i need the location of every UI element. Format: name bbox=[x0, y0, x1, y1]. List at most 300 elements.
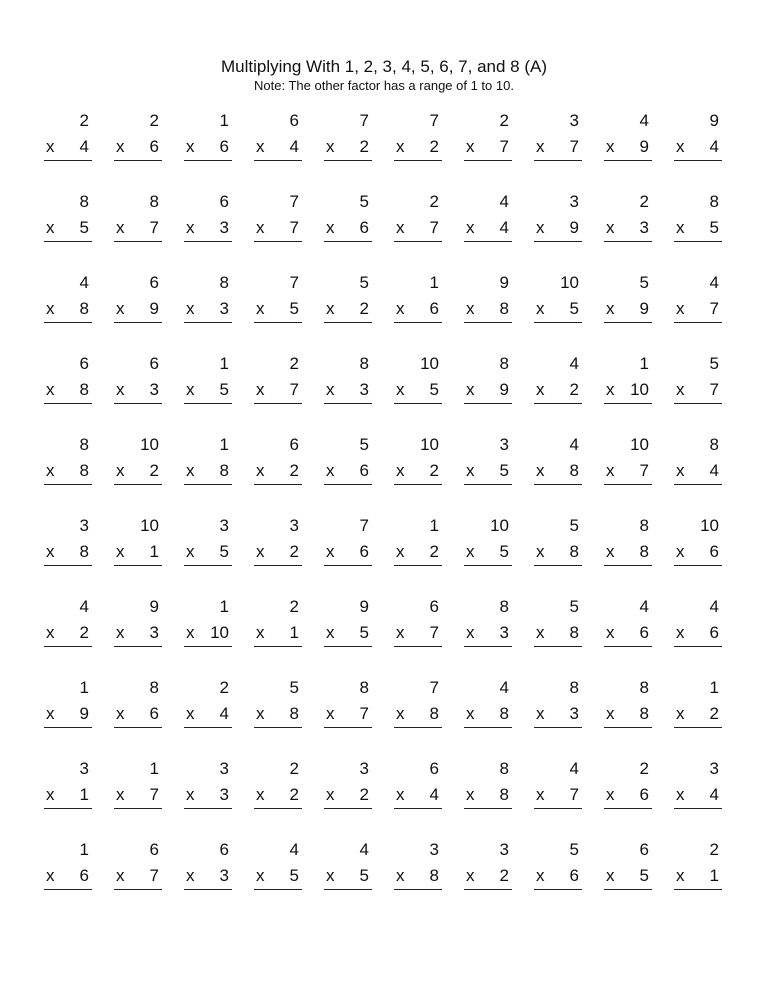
bottom-row bbox=[44, 863, 92, 890]
bottom-factor: 7 bbox=[149, 785, 159, 804]
top-factor: 8 bbox=[79, 192, 89, 211]
top-factor: 6 bbox=[149, 354, 159, 373]
operator-sign: x bbox=[396, 704, 405, 723]
bottom-row bbox=[534, 215, 582, 242]
top-factor: 2 bbox=[709, 840, 719, 859]
operator-sign: x bbox=[46, 866, 55, 885]
operator-sign: x bbox=[396, 623, 405, 642]
operator-sign: x bbox=[676, 461, 685, 480]
multiplication-problem bbox=[534, 108, 582, 189]
worksheet-title: Multiplying With 1, 2, 3, 4, 5, 6, 7, and 8 (A) bbox=[221, 57, 547, 76]
top-factor: 7 bbox=[359, 111, 369, 130]
bottom-factor: 3 bbox=[149, 623, 159, 642]
multiplication-problem bbox=[324, 837, 372, 918]
bottom-row bbox=[534, 701, 582, 728]
multiplication-problem bbox=[464, 675, 512, 756]
bottom-factor: 2 bbox=[709, 704, 719, 723]
bottom-factor: 4 bbox=[499, 218, 509, 237]
bottom-row bbox=[184, 215, 232, 242]
multiplication-problem bbox=[184, 594, 232, 675]
operator-sign: x bbox=[186, 137, 195, 156]
bottom-factor: 5 bbox=[359, 866, 369, 885]
multiplication-problem bbox=[184, 189, 232, 270]
bottom-factor: 7 bbox=[569, 137, 579, 156]
top-factor: 4 bbox=[79, 597, 89, 616]
multiplication-problem bbox=[534, 756, 582, 837]
multiplication-problem bbox=[604, 432, 652, 513]
multiplication-problem bbox=[44, 837, 92, 918]
operator-sign: x bbox=[186, 299, 195, 318]
bottom-row bbox=[604, 863, 652, 890]
bottom-row bbox=[114, 701, 162, 728]
bottom-factor: 8 bbox=[499, 299, 509, 318]
operator-sign: x bbox=[326, 299, 335, 318]
bottom-row bbox=[324, 863, 372, 890]
top-factor: 9 bbox=[499, 273, 509, 292]
multiplication-problem bbox=[464, 189, 512, 270]
bottom-factor: 8 bbox=[499, 704, 509, 723]
multiplication-problem bbox=[114, 594, 162, 675]
bottom-factor: 2 bbox=[79, 623, 89, 642]
bottom-row bbox=[114, 215, 162, 242]
multiplication-problem bbox=[604, 189, 652, 270]
bottom-factor: 6 bbox=[149, 704, 159, 723]
bottom-row bbox=[534, 134, 582, 161]
bottom-factor: 2 bbox=[569, 380, 579, 399]
top-factor: 4 bbox=[569, 759, 579, 778]
top-factor: 4 bbox=[79, 273, 89, 292]
top-factor: 2 bbox=[289, 354, 299, 373]
top-factor: 1 bbox=[709, 678, 719, 697]
top-factor: 5 bbox=[289, 678, 299, 697]
multiplication-problem bbox=[674, 513, 722, 594]
top-factor: 8 bbox=[499, 759, 509, 778]
multiplication-problem bbox=[464, 756, 512, 837]
operator-sign: x bbox=[466, 461, 475, 480]
operator-sign: x bbox=[46, 299, 55, 318]
top-factor: 7 bbox=[359, 516, 369, 535]
multiplication-problem bbox=[674, 432, 722, 513]
bottom-row bbox=[464, 620, 512, 647]
operator-sign: x bbox=[466, 380, 475, 399]
operator-sign: x bbox=[676, 704, 685, 723]
operator-sign: x bbox=[186, 542, 195, 561]
operator-sign: x bbox=[606, 704, 615, 723]
multiplication-problem bbox=[184, 837, 232, 918]
multiplication-problem bbox=[324, 756, 372, 837]
top-factor: 1 bbox=[219, 111, 229, 130]
operator-sign: x bbox=[186, 218, 195, 237]
top-factor: 3 bbox=[219, 759, 229, 778]
operator-sign: x bbox=[536, 866, 545, 885]
top-factor: 1 bbox=[219, 354, 229, 373]
multiplication-problem bbox=[604, 270, 652, 351]
bottom-row bbox=[394, 377, 442, 404]
bottom-factor: 6 bbox=[429, 299, 439, 318]
top-factor: 4 bbox=[499, 192, 509, 211]
operator-sign: x bbox=[326, 866, 335, 885]
bottom-factor: 4 bbox=[79, 137, 89, 156]
multiplication-problem bbox=[534, 837, 582, 918]
multiplication-problem bbox=[394, 837, 442, 918]
bottom-row bbox=[254, 539, 302, 566]
top-factor: 6 bbox=[79, 354, 89, 373]
operator-sign: x bbox=[396, 137, 405, 156]
bottom-row bbox=[44, 458, 92, 485]
multiplication-problem bbox=[44, 351, 92, 432]
bottom-row bbox=[44, 134, 92, 161]
bottom-factor: 2 bbox=[429, 137, 439, 156]
bottom-factor: 10 bbox=[210, 623, 229, 642]
operator-sign: x bbox=[116, 785, 125, 804]
top-factor: 4 bbox=[709, 597, 719, 616]
bottom-factor: 3 bbox=[569, 704, 579, 723]
bottom-row bbox=[254, 701, 302, 728]
bottom-factor: 9 bbox=[79, 704, 89, 723]
bottom-row bbox=[674, 134, 722, 161]
top-factor: 2 bbox=[219, 678, 229, 697]
bottom-row bbox=[394, 863, 442, 890]
bottom-row bbox=[324, 377, 372, 404]
bottom-factor: 7 bbox=[639, 461, 649, 480]
operator-sign: x bbox=[46, 380, 55, 399]
top-factor: 6 bbox=[639, 840, 649, 859]
bottom-factor: 7 bbox=[709, 299, 719, 318]
top-factor: 4 bbox=[289, 840, 299, 859]
operator-sign: x bbox=[606, 137, 615, 156]
bottom-factor: 6 bbox=[639, 623, 649, 642]
bottom-row bbox=[324, 620, 372, 647]
operator-sign: x bbox=[256, 542, 265, 561]
bottom-factor: 5 bbox=[219, 380, 229, 399]
top-factor: 6 bbox=[429, 597, 439, 616]
operator-sign: x bbox=[326, 137, 335, 156]
operator-sign: x bbox=[536, 380, 545, 399]
bottom-factor: 1 bbox=[79, 785, 89, 804]
bottom-factor: 10 bbox=[630, 380, 649, 399]
operator-sign: x bbox=[676, 380, 685, 399]
bottom-factor: 7 bbox=[289, 380, 299, 399]
problem-grid bbox=[44, 108, 744, 918]
worksheet-header bbox=[0, 56, 768, 94]
top-factor: 1 bbox=[639, 354, 649, 373]
operator-sign: x bbox=[676, 542, 685, 561]
bottom-row bbox=[254, 458, 302, 485]
operator-sign: x bbox=[466, 218, 475, 237]
multiplication-problem bbox=[464, 594, 512, 675]
multiplication-problem bbox=[674, 594, 722, 675]
bottom-factor: 6 bbox=[639, 785, 649, 804]
multiplication-problem bbox=[534, 351, 582, 432]
top-factor: 4 bbox=[639, 597, 649, 616]
top-factor: 4 bbox=[499, 678, 509, 697]
bottom-row bbox=[44, 539, 92, 566]
operator-sign: x bbox=[676, 623, 685, 642]
operator-sign: x bbox=[396, 866, 405, 885]
bottom-row bbox=[254, 215, 302, 242]
top-factor: 1 bbox=[429, 516, 439, 535]
operator-sign: x bbox=[326, 461, 335, 480]
bottom-factor: 7 bbox=[359, 704, 369, 723]
bottom-row bbox=[464, 539, 512, 566]
top-factor: 2 bbox=[639, 759, 649, 778]
multiplication-problem bbox=[254, 270, 302, 351]
bottom-factor: 3 bbox=[219, 299, 229, 318]
worksheet-note: Note: The other factor has a range of 1 to 10. bbox=[254, 78, 514, 93]
top-factor: 10 bbox=[140, 516, 159, 535]
multiplication-problem bbox=[44, 270, 92, 351]
bottom-row bbox=[674, 377, 722, 404]
top-factor: 3 bbox=[359, 759, 369, 778]
multiplication-problem bbox=[254, 351, 302, 432]
top-factor: 6 bbox=[429, 759, 439, 778]
multiplication-problem bbox=[184, 513, 232, 594]
multiplication-problem bbox=[464, 108, 512, 189]
bottom-row bbox=[394, 539, 442, 566]
operator-sign: x bbox=[256, 866, 265, 885]
top-factor: 2 bbox=[289, 597, 299, 616]
operator-sign: x bbox=[256, 218, 265, 237]
bottom-factor: 8 bbox=[639, 542, 649, 561]
operator-sign: x bbox=[606, 623, 615, 642]
bottom-row bbox=[114, 620, 162, 647]
top-factor: 5 bbox=[359, 273, 369, 292]
top-factor: 3 bbox=[79, 516, 89, 535]
top-factor: 2 bbox=[639, 192, 649, 211]
multiplication-problem bbox=[44, 675, 92, 756]
operator-sign: x bbox=[676, 299, 685, 318]
operator-sign: x bbox=[676, 137, 685, 156]
bottom-factor: 8 bbox=[569, 623, 579, 642]
multiplication-problem bbox=[394, 189, 442, 270]
operator-sign: x bbox=[326, 623, 335, 642]
bottom-factor: 9 bbox=[569, 218, 579, 237]
operator-sign: x bbox=[536, 137, 545, 156]
bottom-row bbox=[324, 134, 372, 161]
top-factor: 3 bbox=[499, 840, 509, 859]
bottom-row bbox=[44, 215, 92, 242]
bottom-row bbox=[534, 863, 582, 890]
top-factor: 2 bbox=[429, 192, 439, 211]
bottom-row bbox=[44, 782, 92, 809]
operator-sign: x bbox=[186, 623, 195, 642]
multiplication-problem bbox=[534, 270, 582, 351]
operator-sign: x bbox=[186, 704, 195, 723]
top-factor: 2 bbox=[79, 111, 89, 130]
top-factor: 1 bbox=[149, 759, 159, 778]
multiplication-problem bbox=[464, 432, 512, 513]
bottom-factor: 5 bbox=[79, 218, 89, 237]
top-factor: 9 bbox=[359, 597, 369, 616]
top-factor: 8 bbox=[639, 516, 649, 535]
bottom-row bbox=[464, 458, 512, 485]
bottom-factor: 3 bbox=[219, 866, 229, 885]
top-factor: 10 bbox=[140, 435, 159, 454]
top-factor: 7 bbox=[289, 273, 299, 292]
bottom-factor: 3 bbox=[219, 785, 229, 804]
bottom-factor: 8 bbox=[219, 461, 229, 480]
multiplication-problem bbox=[184, 108, 232, 189]
operator-sign: x bbox=[536, 218, 545, 237]
bottom-row bbox=[254, 863, 302, 890]
operator-sign: x bbox=[676, 218, 685, 237]
multiplication-problem bbox=[674, 108, 722, 189]
multiplication-problem bbox=[184, 351, 232, 432]
bottom-row bbox=[674, 701, 722, 728]
top-factor: 3 bbox=[569, 111, 579, 130]
bottom-factor: 8 bbox=[429, 866, 439, 885]
top-factor: 5 bbox=[359, 435, 369, 454]
top-factor: 4 bbox=[709, 273, 719, 292]
bottom-row bbox=[324, 539, 372, 566]
bottom-row bbox=[534, 458, 582, 485]
operator-sign: x bbox=[116, 623, 125, 642]
bottom-factor: 8 bbox=[79, 380, 89, 399]
operator-sign: x bbox=[186, 866, 195, 885]
multiplication-problem bbox=[324, 351, 372, 432]
multiplication-problem bbox=[44, 432, 92, 513]
bottom-factor: 8 bbox=[429, 704, 439, 723]
top-factor: 1 bbox=[79, 840, 89, 859]
bottom-row bbox=[604, 134, 652, 161]
bottom-row bbox=[604, 539, 652, 566]
bottom-row bbox=[534, 620, 582, 647]
top-factor: 7 bbox=[429, 111, 439, 130]
operator-sign: x bbox=[396, 380, 405, 399]
bottom-row bbox=[464, 701, 512, 728]
bottom-factor: 7 bbox=[569, 785, 579, 804]
operator-sign: x bbox=[186, 461, 195, 480]
bottom-row bbox=[534, 296, 582, 323]
top-factor: 8 bbox=[79, 435, 89, 454]
top-factor: 10 bbox=[700, 516, 719, 535]
multiplication-problem bbox=[184, 432, 232, 513]
bottom-row bbox=[184, 701, 232, 728]
top-factor: 5 bbox=[359, 192, 369, 211]
bottom-factor: 3 bbox=[499, 623, 509, 642]
multiplication-problem bbox=[254, 513, 302, 594]
bottom-factor: 5 bbox=[219, 542, 229, 561]
multiplication-problem bbox=[464, 837, 512, 918]
bottom-factor: 5 bbox=[289, 866, 299, 885]
bottom-factor: 3 bbox=[359, 380, 369, 399]
operator-sign: x bbox=[536, 704, 545, 723]
bottom-row bbox=[674, 863, 722, 890]
operator-sign: x bbox=[116, 218, 125, 237]
top-factor: 8 bbox=[149, 678, 159, 697]
bottom-factor: 8 bbox=[79, 299, 89, 318]
bottom-row bbox=[674, 620, 722, 647]
bottom-row bbox=[394, 620, 442, 647]
bottom-factor: 6 bbox=[359, 218, 369, 237]
bottom-factor: 8 bbox=[289, 704, 299, 723]
operator-sign: x bbox=[46, 542, 55, 561]
multiplication-problem bbox=[534, 594, 582, 675]
bottom-factor: 6 bbox=[359, 461, 369, 480]
top-factor: 8 bbox=[149, 192, 159, 211]
bottom-row bbox=[114, 863, 162, 890]
bottom-factor: 5 bbox=[709, 218, 719, 237]
operator-sign: x bbox=[326, 704, 335, 723]
multiplication-problem bbox=[464, 270, 512, 351]
top-factor: 6 bbox=[149, 840, 159, 859]
operator-sign: x bbox=[116, 137, 125, 156]
multiplication-problem bbox=[114, 351, 162, 432]
bottom-row bbox=[184, 863, 232, 890]
bottom-factor: 3 bbox=[219, 218, 229, 237]
bottom-factor: 7 bbox=[149, 218, 159, 237]
operator-sign: x bbox=[256, 785, 265, 804]
top-factor: 4 bbox=[359, 840, 369, 859]
bottom-row bbox=[184, 377, 232, 404]
top-factor: 8 bbox=[709, 192, 719, 211]
bottom-row bbox=[184, 782, 232, 809]
operator-sign: x bbox=[606, 461, 615, 480]
multiplication-problem bbox=[534, 432, 582, 513]
multiplication-problem bbox=[184, 756, 232, 837]
top-factor: 10 bbox=[630, 435, 649, 454]
bottom-row bbox=[254, 377, 302, 404]
bottom-factor: 4 bbox=[219, 704, 229, 723]
bottom-row bbox=[464, 782, 512, 809]
multiplication-problem bbox=[534, 675, 582, 756]
multiplication-problem bbox=[324, 108, 372, 189]
operator-sign: x bbox=[256, 461, 265, 480]
bottom-factor: 2 bbox=[499, 866, 509, 885]
bottom-row bbox=[114, 377, 162, 404]
bottom-factor: 1 bbox=[709, 866, 719, 885]
operator-sign: x bbox=[536, 299, 545, 318]
bottom-row bbox=[254, 620, 302, 647]
operator-sign: x bbox=[116, 866, 125, 885]
multiplication-problem bbox=[324, 432, 372, 513]
bottom-row bbox=[44, 377, 92, 404]
bottom-factor: 5 bbox=[499, 542, 509, 561]
multiplication-problem bbox=[674, 270, 722, 351]
operator-sign: x bbox=[606, 542, 615, 561]
operator-sign: x bbox=[396, 299, 405, 318]
multiplication-problem bbox=[254, 189, 302, 270]
bottom-row bbox=[674, 539, 722, 566]
multiplication-problem bbox=[114, 675, 162, 756]
top-factor: 5 bbox=[569, 840, 579, 859]
operator-sign: x bbox=[606, 299, 615, 318]
top-factor: 6 bbox=[219, 840, 229, 859]
bottom-row bbox=[184, 620, 232, 647]
bottom-factor: 2 bbox=[359, 137, 369, 156]
multiplication-problem bbox=[254, 837, 302, 918]
multiplication-problem bbox=[604, 513, 652, 594]
operator-sign: x bbox=[606, 785, 615, 804]
multiplication-problem bbox=[674, 351, 722, 432]
top-factor: 10 bbox=[420, 354, 439, 373]
bottom-row bbox=[464, 296, 512, 323]
operator-sign: x bbox=[466, 299, 475, 318]
bottom-row bbox=[184, 134, 232, 161]
bottom-row bbox=[394, 701, 442, 728]
top-factor: 4 bbox=[569, 354, 579, 373]
multiplication-problem bbox=[394, 108, 442, 189]
operator-sign: x bbox=[466, 704, 475, 723]
operator-sign: x bbox=[396, 542, 405, 561]
bottom-row bbox=[184, 539, 232, 566]
bottom-row bbox=[394, 134, 442, 161]
multiplication-problem bbox=[534, 513, 582, 594]
bottom-factor: 6 bbox=[149, 137, 159, 156]
multiplication-problem bbox=[394, 432, 442, 513]
top-factor: 6 bbox=[289, 435, 299, 454]
multiplication-problem bbox=[324, 513, 372, 594]
